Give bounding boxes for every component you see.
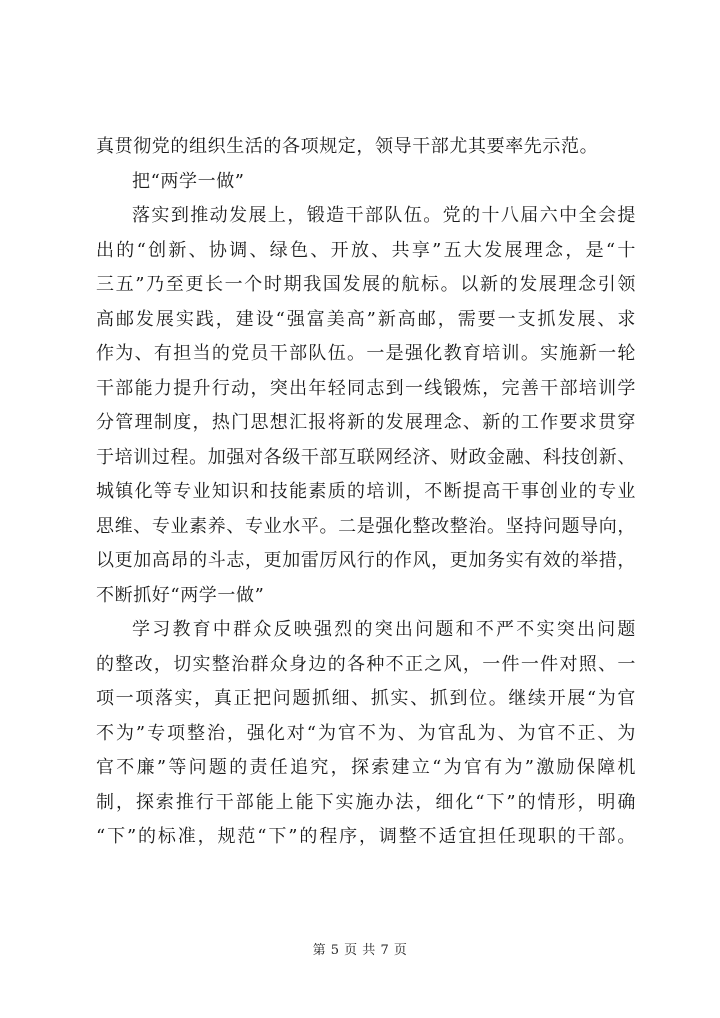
text-line: 的整改，切实整治群众身边的各种不正之风，一件一件对照、一 xyxy=(96,653,636,675)
text-line: 把“两学一做” xyxy=(132,170,245,192)
text-line: 分管理制度，热门思想汇报将新的发展理念、新的工作要求贯穿 xyxy=(96,412,636,433)
text-line: “下”的标准，规范“下”的程序，调整不适宜担任现职的干部。 xyxy=(96,826,636,847)
text-line: 学习教育中群众反映强烈的突出问题和不严不实突出问题 xyxy=(132,619,636,640)
text-line: 三五”乃至更长一个时期我国发展的航标。以新的发展理念引领 xyxy=(96,274,636,295)
text-line: 官不廉”等问题的责任追究，探索建立“为官有为”激励保障机 xyxy=(96,757,636,778)
text-line: 干部能力提升行动，突出年轻同志到一线锻炼，完善干部培训学 xyxy=(96,377,636,399)
text-line: 以更加高昂的斗志，更加雷厉风行的作风，更加务实有效的举措， xyxy=(96,550,636,571)
text-line: 不断抓好“两学一做” xyxy=(96,584,265,606)
text-line: 作为、有担当的党员干部队伍。一是强化教育培训。实施新一轮 xyxy=(96,343,636,364)
text-line: 高邮发展实践，建设“强富美高”新高邮，需要一支抓发展、求 xyxy=(96,308,636,330)
text-line: 城镇化等专业知识和技能素质的培训，不断提高干事创业的专业 xyxy=(96,481,636,502)
text-line: 于培训过程。加强对各级干部互联网经济、财政金融、科技创新、 xyxy=(96,446,636,468)
text-line: 落实到推动发展上，锻造干部队伍。党的十八届六中全会提 xyxy=(132,205,636,226)
text-line: 不为”专项整治，强化对“为官不为、为官乱为、为官不正、为 xyxy=(96,722,636,744)
document-body xyxy=(96,130,636,855)
text-line: 项一项落实，真正把问题抓细、抓实、抓到位。继续开展“为官 xyxy=(96,688,636,709)
page-footer: 第 5 页 共 7 页 xyxy=(312,943,408,958)
text-line: 真贯彻党的组织生活的各项规定，领导干部尤其要率先示范。 xyxy=(96,136,599,157)
text-line: 制，探索推行干部能上能下实施办法，细化“下”的情形，明确 xyxy=(96,791,636,813)
text-line: 出的“创新、协调、绿色、开放、共享”五大发展理念，是“十 xyxy=(96,239,636,261)
text-line: 思维、专业素养、专业水平。二是强化整改整治。坚持问题导向， xyxy=(96,515,636,537)
